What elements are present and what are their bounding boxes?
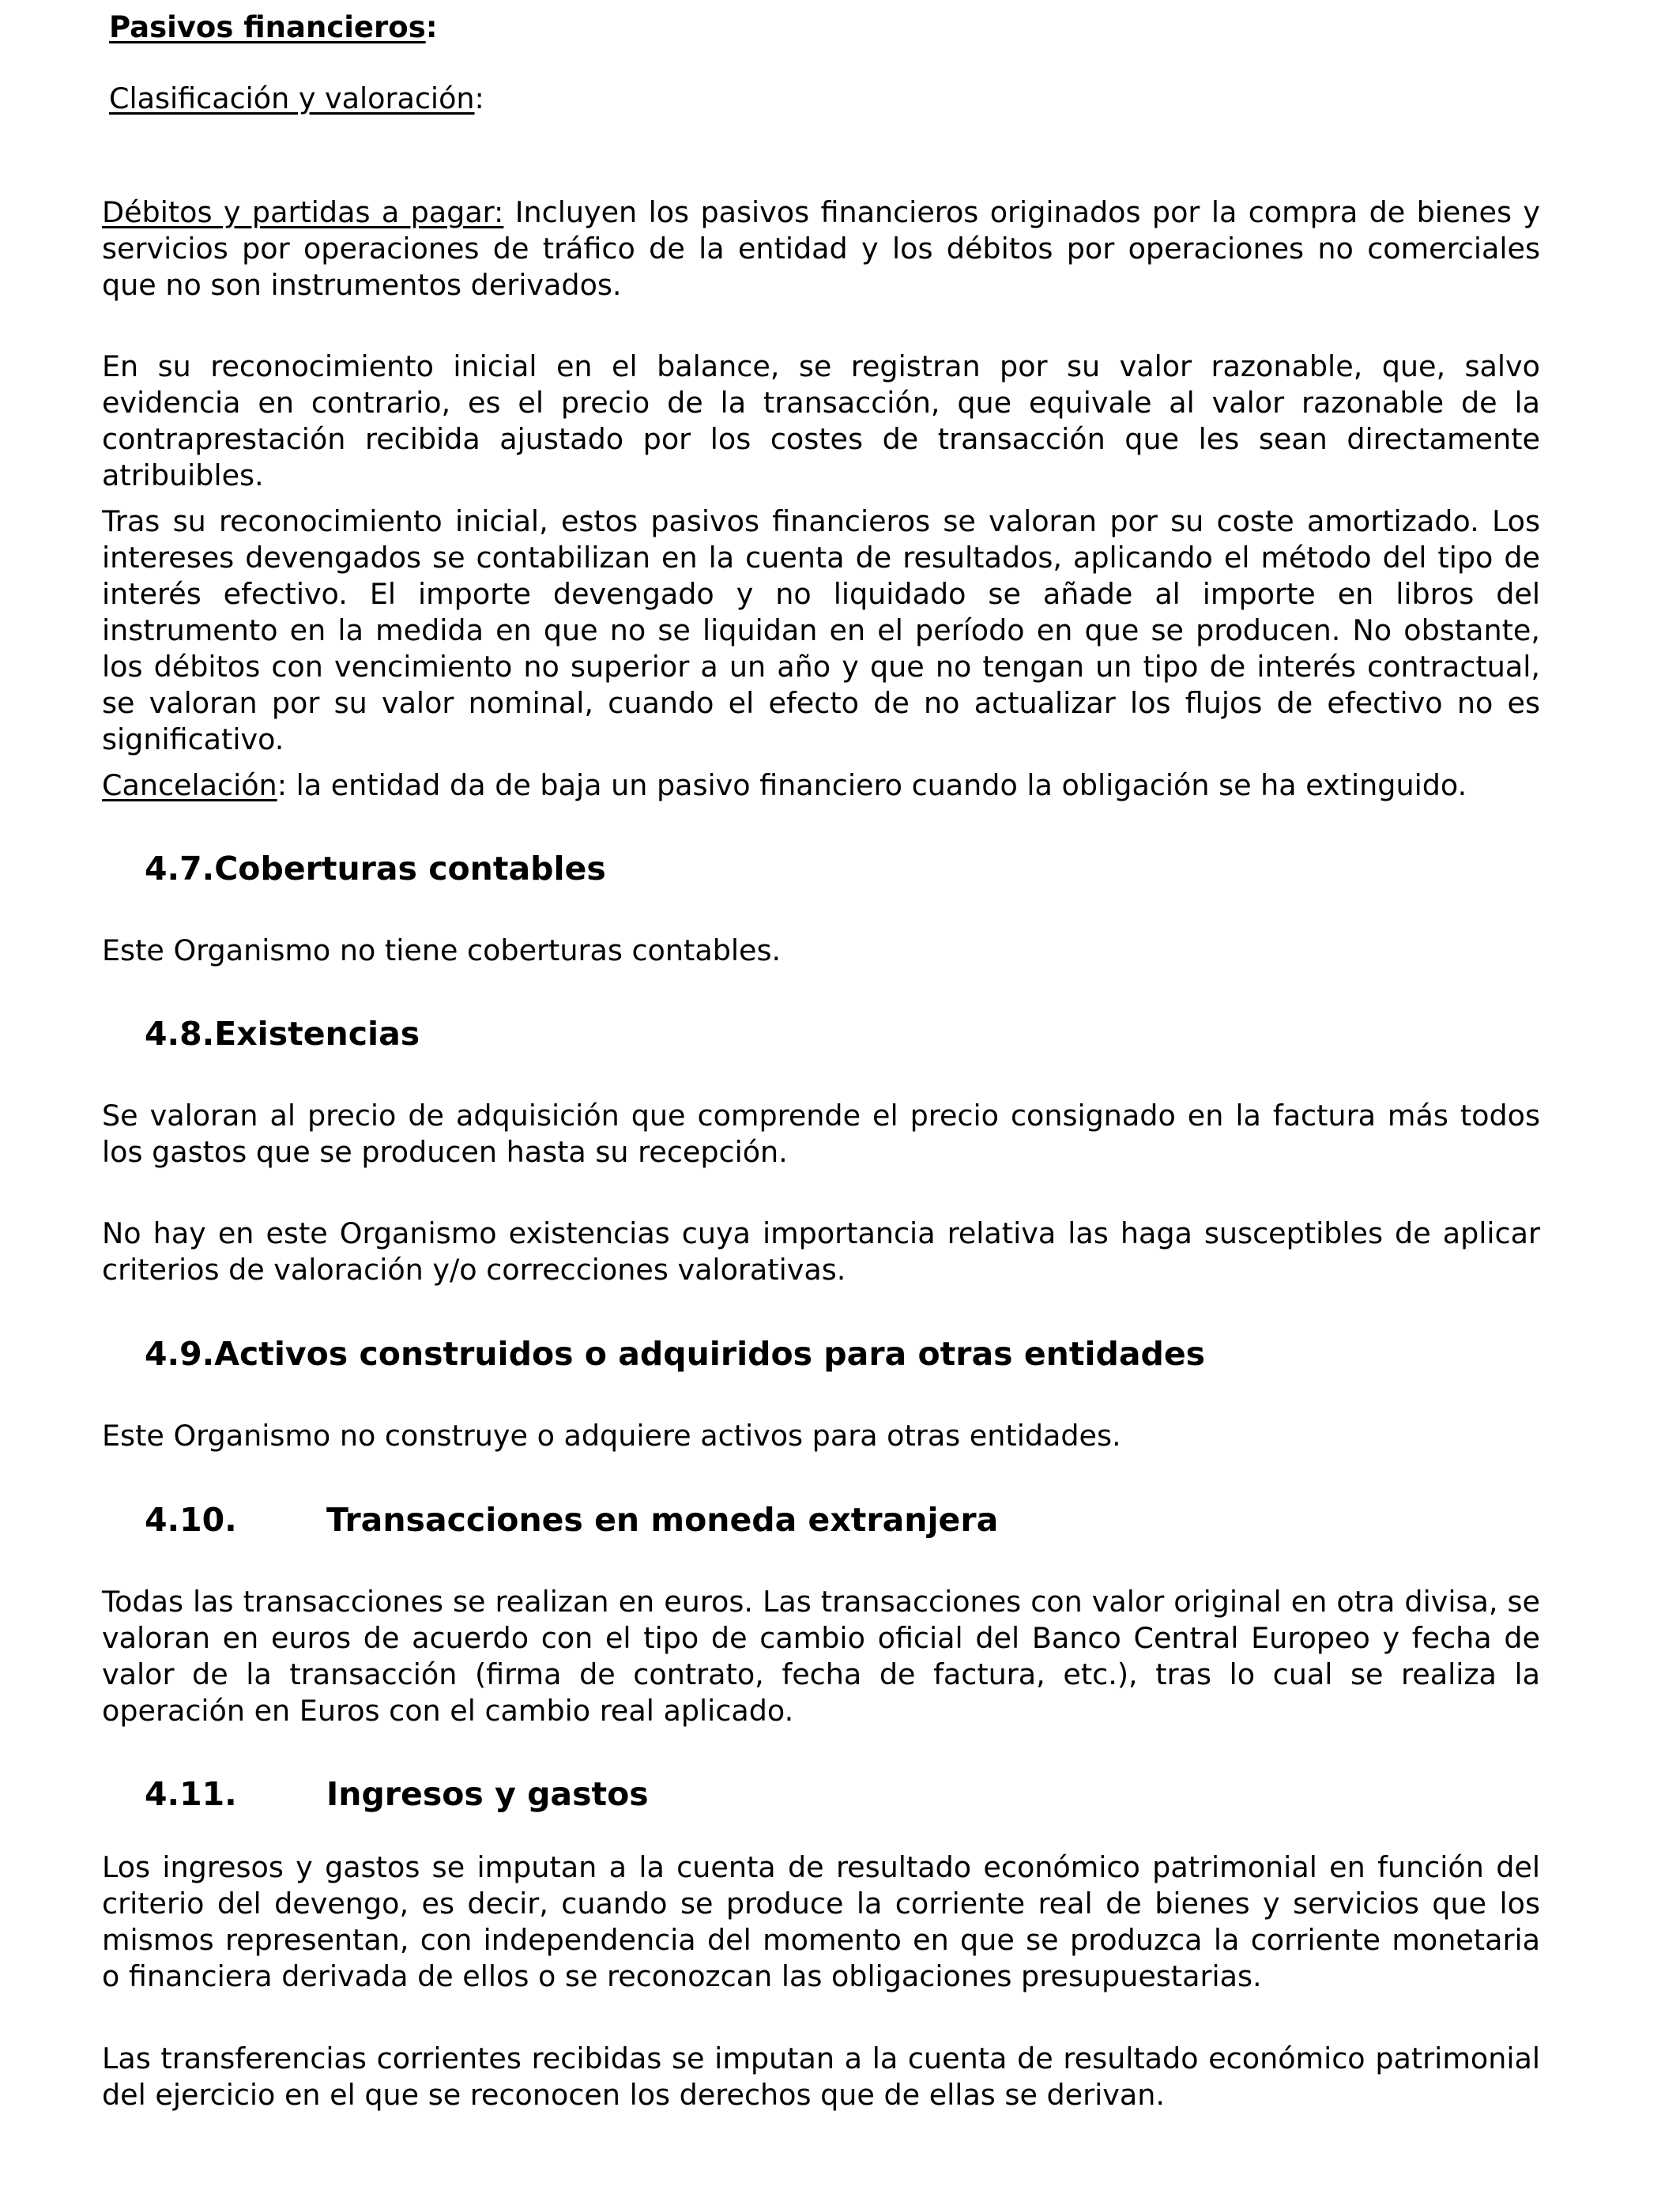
- clasificacion-label: Clasificación y valoración: [109, 81, 475, 115]
- heading-number: 4.10.: [145, 1501, 237, 1539]
- paragraph-existencias-2: No hay en este Organismo existencias cuya importancia relativa las haga susceptibles de aplicar criterios de valoración y/o correcciones valorativas.: [102, 1216, 1540, 1287]
- paragraph-reconocimiento: En su reconocimiento inicial en el balance, se registran por su valor razonable, que, salvo evidencia en contrario, es el precio de la transacción, que equivale al valor razonable de la contraprestación recibida ajustado por los costes de transacción que les sean directamente atribuibles.: [102, 349, 1540, 492]
- paragraph-tras-reconocimiento: Tras su reconocimiento inicial, estos pasivos financieros se valoran por su coste amortizado. Los intereses devengados se contabilizan en la cuenta de resultados, aplicando el método del tipo de interés efectivo. El importe devengado y no liquidado se añade al importe en libros del instrumento en la medida en que no se liquidan en el período en que se producen. No obstante, los débitos con vencimiento no superior a un año y que no tengan un tipo de interés contractual, se valoran por su valor nominal, cuando el efecto de no actualizar los flujos de efectivo no es significativo.: [102, 504, 1540, 756]
- paragraph-debitos: [102, 194, 1540, 303]
- paragraph-cancelacion: [102, 767, 1540, 804]
- heading-4-7: [145, 849, 606, 888]
- pasivos-title: Pasivos financieros: [109, 10, 426, 44]
- paragraph-transacciones: Todas las transacciones se realizan en euros. Las transacciones con valor original en otra divisa, se valoran en euros de acuerdo con el tipo de cambio oficial del Banco Central Europeo y fecha de valor de la transacción (firma de contrato, fecha de factura, etc.), tras lo cual se realiza la operación en Euros con el cambio real aplicado.: [102, 1585, 1540, 1728]
- heading-title: Transacciones en moneda extranjera: [326, 1501, 999, 1539]
- heading-4-11: [145, 1774, 649, 1814]
- clasificacion-colon: :: [474, 81, 484, 115]
- cancelacion-label: Cancelación: [102, 768, 277, 802]
- heading-title: Coberturas contables: [214, 850, 606, 888]
- heading-4-10: [145, 1500, 998, 1540]
- paragraph-ingresos-gastos: Los ingresos y gastos se imputan a la cuenta de resultado económico patrimonial en función del criterio del devengo, es decir, cuando se produce la corriente real de bienes y servicios que los mismos representan, con independencia del momento en que se produzca la corriente monetaria o financiera derivada de ellos o se reconozcan las obligaciones presupuestarias.: [102, 1850, 1540, 1993]
- heading-number: 4.7.: [145, 850, 215, 888]
- debitos-label: Débitos y partidas a pagar:: [102, 195, 504, 229]
- heading-4-8: [145, 1014, 420, 1054]
- subtitle-clasificacion: [109, 81, 1547, 117]
- heading-title: Existencias: [214, 1015, 420, 1053]
- heading-title: Ingresos y gastos: [326, 1775, 649, 1813]
- paragraph-existencias-1: Se valoran al precio de adquisición que comprende el precio consignado en la factura más todos los gastos que se producen hasta su recepción.: [102, 1099, 1540, 1169]
- heading-number: 4.11.: [145, 1775, 237, 1813]
- paragraph-transferencias: Las transferencias corrientes recibidas se imputan a la cuenta de resultado económico patrimonial del ejercicio en el que se reconocen los derechos que de ellas se derivan.: [102, 2041, 1540, 2112]
- heading-4-9: [145, 1334, 1205, 1374]
- cancelacion-text: : la entidad da de baja un pasivo financiero cuando la obligación se ha extinguido.: [277, 768, 1467, 802]
- pasivos-title-colon: :: [425, 10, 438, 44]
- heading-number: 4.8.: [145, 1015, 215, 1053]
- paragraph-activos: Este Organismo no construye o adquiere activos para otras entidades.: [102, 1419, 1121, 1453]
- section-title-pasivos: [109, 9, 1547, 46]
- paragraph-coberturas: Este Organismo no tiene coberturas contables.: [102, 933, 782, 967]
- heading-title: Activos construidos o adquiridos para otras entidades: [214, 1335, 1206, 1373]
- heading-number: 4.9.: [145, 1335, 215, 1373]
- debitos-text: Incluyen los pasivos financieros originados por la compra de bienes y servicios por operaciones de tráfico de la entidad y los débitos por operaciones no comerciales que no son instrumentos derivados.: [102, 195, 1540, 302]
